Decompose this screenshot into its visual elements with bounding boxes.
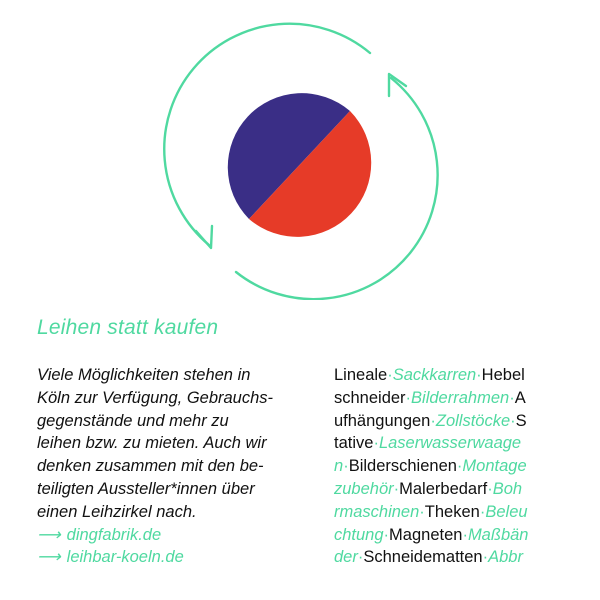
items-line	[334, 455, 574, 478]
intro-line: leihen bzw. zu mieten. Auch wir	[37, 434, 267, 453]
item-word: rmaschinen	[334, 502, 420, 521]
separator-dot: ·	[487, 479, 493, 498]
items-line	[334, 546, 574, 569]
item-word: Abbr	[488, 548, 523, 567]
link-label: dingfabrik.de	[66, 525, 162, 544]
separator-dot: ·	[482, 548, 489, 567]
link-dingfabrik[interactable]	[37, 524, 327, 547]
item-word: A	[514, 388, 526, 407]
intro-line: einen Leihzirkel nach.	[37, 502, 197, 521]
arrowhead-left	[196, 226, 212, 248]
items-line	[334, 432, 574, 455]
item-word: Laserwasserwaage	[378, 434, 522, 453]
separator-dot: ·	[357, 548, 364, 567]
item-word: Zollstöcke	[435, 411, 511, 430]
item-word: ufhängungen	[334, 411, 431, 430]
item-word: Maßbän	[467, 525, 529, 544]
separator-dot: ·	[343, 457, 349, 476]
intro-line: denken zusammen mit den be-	[37, 457, 264, 476]
item-word: schneider	[334, 388, 406, 407]
item-word: Boh	[492, 479, 523, 498]
item-word: Theken	[424, 502, 480, 521]
item-word: Sackkarren	[392, 366, 477, 384]
item-word: Bilderrahmen	[411, 388, 510, 407]
intro-line: teiligten Aussteller*innen über	[37, 479, 255, 498]
separator-dot: ·	[510, 411, 516, 430]
item-word: Bilderschienen	[348, 457, 457, 476]
items-line	[334, 410, 574, 433]
item-word: n	[334, 457, 344, 476]
item-word: Schneidematten	[363, 548, 483, 567]
item-word: tative	[334, 434, 374, 453]
items-line	[334, 364, 574, 387]
item-word: Hebel	[481, 366, 525, 384]
separator-dot: ·	[383, 525, 390, 544]
link-label: leihbar-koeln.de	[66, 548, 184, 567]
item-word: zubehör	[334, 479, 394, 498]
item-word: Magneten	[389, 525, 463, 544]
page-title: Leihen statt kaufen	[37, 316, 219, 339]
separator-dot: ·	[387, 366, 393, 384]
separator-dot: ·	[405, 388, 412, 407]
arrow-right-icon: ⟶	[37, 548, 61, 567]
items-line	[334, 387, 574, 410]
intro-line: Viele Möglichkeiten stehen in	[37, 366, 251, 384]
separator-dot: ·	[462, 525, 468, 544]
link-leihbar-koeln[interactable]	[37, 546, 327, 569]
separator-dot: ·	[393, 479, 400, 498]
item-word: Lineale	[334, 366, 388, 384]
item-word: Montage	[462, 457, 527, 476]
item-word: Malerbedarf	[399, 479, 488, 498]
items-line	[334, 501, 574, 524]
intro-line: gegenstände und mehr zu	[37, 411, 229, 430]
intro-line: Köln zur Verfügung, Gebrauchs-	[37, 388, 274, 407]
intro-text	[37, 364, 327, 569]
item-word: Beleu	[485, 502, 528, 521]
separator-dot: ·	[456, 457, 463, 476]
separator-dot: ·	[430, 411, 436, 430]
arrow-right-icon: ⟶	[37, 525, 61, 544]
items-line	[334, 478, 574, 501]
item-word: chtung	[334, 525, 384, 544]
items-line	[334, 524, 574, 547]
split-circle-icon	[228, 93, 371, 237]
separator-dot: ·	[479, 502, 486, 521]
separator-dot: ·	[419, 502, 425, 521]
items-list	[334, 364, 574, 569]
item-word: S	[515, 411, 527, 430]
separator-dot: ·	[476, 366, 482, 384]
item-word: der	[334, 548, 358, 567]
separator-dot: ·	[509, 388, 515, 407]
separator-dot: ·	[373, 434, 379, 453]
